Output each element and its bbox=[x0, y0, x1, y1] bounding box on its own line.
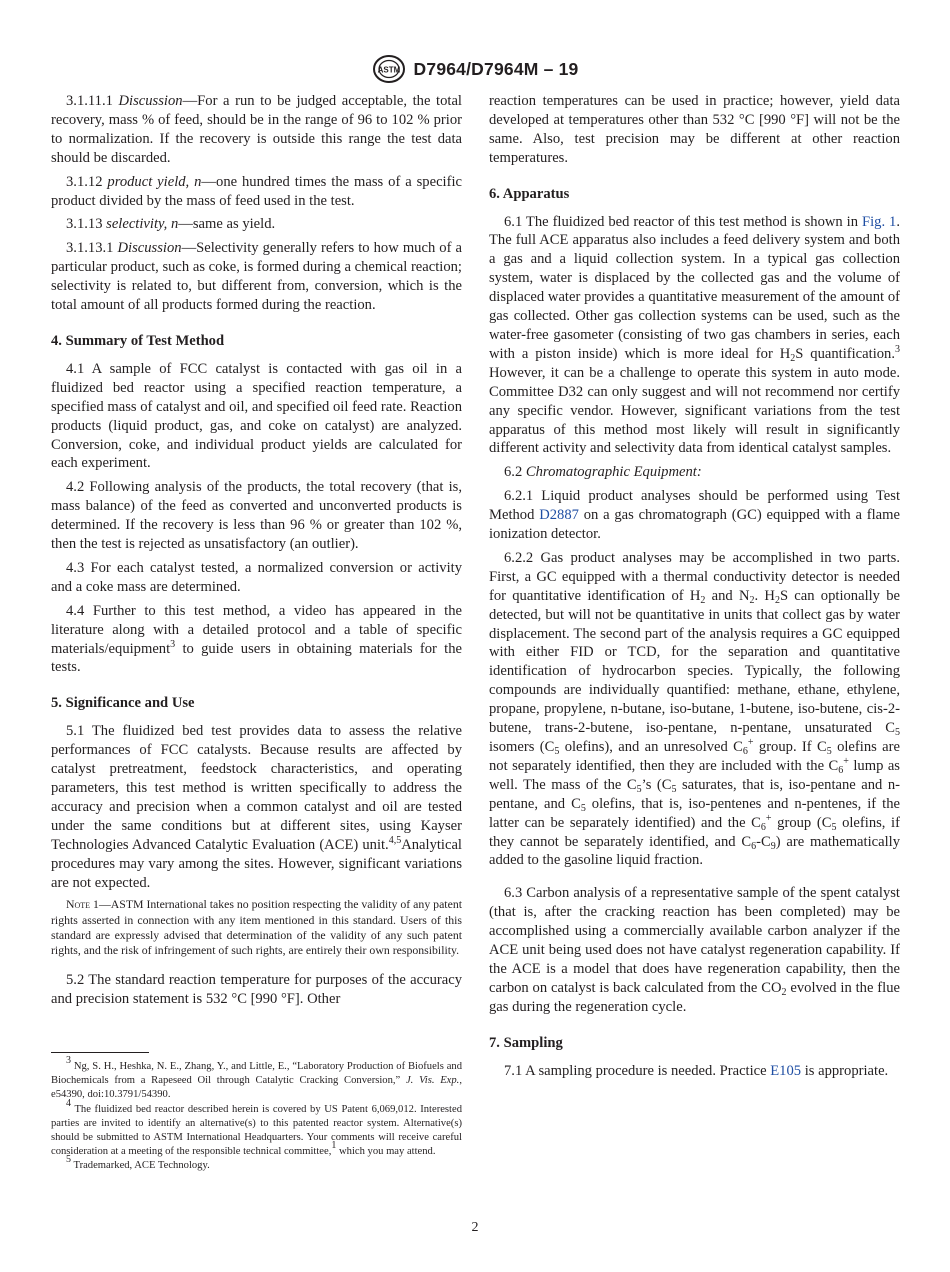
paragraph-6-3: 6.3 Carbon analysis of a representative sample of the spent catalyst (that is, after the cracking reaction has been completed) may be accomplished using a commercially available carbon analyzer if the ACE unit being used does not have catalyst regeneration capability. If the ACE is a model that does have regeneration capability, then the carbon on catalyst is back calculated from the $CO_2$ evolved in the flue gas during the regeneration cycle. bbox=[489, 885, 900, 1015]
page-number: 2 bbox=[471, 1220, 479, 1235]
paragraph-3-1-13-1: 3.1.13.1 Discussion—Selectivity generally refers to how much of a particular product, such as coke, is formed during a chemical reaction; selectivity is related to, but different from, conversion, which is the total amount of all products formed during the reaction. bbox=[51, 240, 462, 314]
footnote-ref: 4,5 bbox=[388, 834, 402, 846]
footnote-ref: 3 bbox=[170, 638, 176, 650]
paragraph-5-2: 5.2 The standard reaction temperature for purposes of the accuracy and precision statement is 532 °C [990 °F]. Other bbox=[51, 971, 462, 1007]
paragraph-6-2: 6.2 Chromatographic Equipment: bbox=[504, 464, 702, 481]
e105-link[interactable]: E105 bbox=[770, 1062, 802, 1079]
section-heading-5: 5. Significance and Use bbox=[51, 695, 195, 712]
footnote-4: 4 The fluidized bed reactor described herein is covered by US Patent 6,069,012. Interested parties are invited to identify an alternative(s) to this patented reactor system. Alternative(s) should be submitted to ASTM International Headquarters. Your comments will receive careful consideration at a meeting of the responsible technical committee,1 which you may attend. bbox=[51, 1097, 462, 1158]
paragraph-6-2-1: 6.2.1 Liquid product analyses should be performed using Test Method D2887 on a gas chromatograph (GC) equipped with a flame ionization detector. bbox=[489, 488, 900, 543]
astm-logo-text: ASTM bbox=[377, 65, 400, 75]
paragraph-3-1-11-1: 3.1.11.1 Discussion—For a run to be judged acceptable, the total recovery, mass % of feed, should be in the range of 96 to 102 % prior to normalization. If the recovery is outside this range the test data should be discarded. bbox=[51, 93, 462, 166]
paragraph-4-2: 4.2 Following analysis of the products, the total recovery (that is, mass balance) of the feed as converted and unconverted products is determined. If the recovery is less than 96 % or greater than 102 %, then the test is rejected as unsatisfactory (an outlier). bbox=[51, 479, 462, 553]
d2887-link[interactable]: D2887 bbox=[539, 507, 579, 524]
paragraph-4-4: 4.4 Further to this test method, a video has appeared in the literature along with a detailed protocol and a table of specific materials/equipment$^3$ to guide users in obtaining materials for the tests. bbox=[51, 602, 462, 676]
footnote-5: 5 Trademarked, ACE Technology. bbox=[66, 1154, 210, 1172]
section-heading-6: 6. Apparatus bbox=[489, 185, 570, 202]
right-column bbox=[489, 92, 900, 1086]
paragraph-5-1: 5.1 The fluidized bed test provides data to assess the relative performances of FCC catalysts. Because results are affected by catalyst pretreatment, feedstock characteristics, and operating parameters, this test method is written specifically to address the accuracy and precision when a common catalyst and oil are tested under the same conditions but at different sites, using Kayser Technologies Advanced Catalytic Evaluation (ACE) unit.$^{4,5}$Analytical procedures may vary among the sites. However, significant variations are not expected. bbox=[51, 723, 462, 891]
figure-1-link[interactable]: Fig. 1 bbox=[861, 213, 897, 230]
note-1: Note 1—ASTM International takes no position respecting the validity of any patent rights asserted in connection with any item mentioned in this standard. Users of this standard are expressly advised that determination of the validity of any such patent rights, and the risk of infringement of such rights, are entirely their own responsibility. bbox=[51, 897, 462, 958]
paragraph-4-3: 4.3 For each catalyst tested, a normalized conversion or activity and a coke mass are determined. bbox=[51, 559, 462, 595]
paragraph-3-1-12: 3.1.12 product yield, n—one hundred times the mass of a specific product divided by the mass of feed used in the test. bbox=[51, 173, 462, 209]
section-heading-4: 4. Summary of Test Method bbox=[51, 332, 225, 349]
paragraph-4-1: 4.1 A sample of FCC catalyst is contacted with gas oil in a fluidized bed reactor using a specified reaction temperature, a specified mass of catalyst and oil, and specified oil feed rate. Reaction products (liquid product, gas, and coke on catalyst) are analyzed. Conversion, coke, and individual product yields are calculated for each experiment. bbox=[51, 360, 462, 472]
paragraph-5-2-continued: reaction temperatures can be used in practice; however, yield data developed at temperatures other than 532 °C [990 °F] will not be the same. Also, test precision may be different at other reaction temperatures. bbox=[489, 93, 900, 166]
footnote-3: 3 Ng, S. H., Heshka, N. E., Zhang, Y., and Little, E., “Laboratory Production of Biofuels and Biochemicals from a Rapeseed Oil through Catalytic Cracking Conversion,” J. Vis. Exp., e54390, doi:10.3791/54390. bbox=[51, 1055, 462, 1101]
standard-designation: D7964/D7964M – 19 bbox=[413, 58, 579, 79]
footnote-ref: 3 bbox=[895, 343, 900, 355]
paragraph-3-1-13: 3.1.13 selectivity, n—same as yield. bbox=[66, 216, 276, 233]
paragraph-7-1: 7.1 A sampling procedure is needed. Practice E105 is appropriate. bbox=[504, 1062, 889, 1079]
footnote-divider bbox=[51, 1052, 149, 1053]
paragraph-6-1: 6.1 The fluidized bed reactor of this test method is shown in Fig. 1. The full ACE apparatus also includes a feed delivery system and both a gas and a liquid collection system. In a typical gas collection system, water is displaced by the collected gas and the volume of displaced water provides a quantitative measurement of the amount of gas collected. Other gas collection systems can be used, such as the water-free gasometer (consisting of two gas chambers in series, each with a piston inside) which is more ideal for $H_2S$ quantification.$^3$ However, it can be a challenge to operate this system in auto mode. Committee D32 can only suggest and will not recommend nor certify any specific vendor. However, significant variations from the test apparatus of this method most likely will result in significantly different activity and selectivity data from identical catalyst samples. bbox=[489, 213, 901, 457]
section-heading-7: 7. Sampling bbox=[489, 1034, 563, 1051]
left-column bbox=[51, 92, 462, 1013]
paragraph-6-2-2: 6.2.2 Gas product analyses may be accomplished in two parts. First, a GC equipped with a thermal conductivity detector is needed for quantitative identification of $H_2$ and $N_2$. $H_2S$ can optionally be detected, but will not be quantitative in units that collect gas by water displacement. The second part of the analysis requires a GC equipped with either FID or TCD, for the separation and quantitative identification of hydrocarbon species. Typically, the following compounds are individually quantified: methane, ethane, ethylene, propane, propylene, n-butane, iso-butane, 1-butene, iso-butene, cis-2-butene, trans-2-butene, iso-pentane, n-pentane, unsaturated $C_5$ isomers ($C_5$ olefins), and an unresolved $C_6^+$ group. If $C_5$ olefins are not separately identified, then they are included with the $C_6^+$ lump as well. The mass of the $C_5’s$ ($C_5$ saturates, that is, iso-pentane and n-pentane, and $C_5$ olefins, that is, iso-pentenes and n-pentenes, if the latter can be separately identified) and the $C_6^+$ group ($C_5$ olefins, if they cannot be separately identified, and $C_6-C_9$) are mathematically added to the gasoline liquid fraction. bbox=[489, 549, 900, 869]
page-header bbox=[0, 52, 950, 86]
footnotes bbox=[51, 1055, 462, 1174]
astm-logo-icon bbox=[372, 54, 406, 84]
